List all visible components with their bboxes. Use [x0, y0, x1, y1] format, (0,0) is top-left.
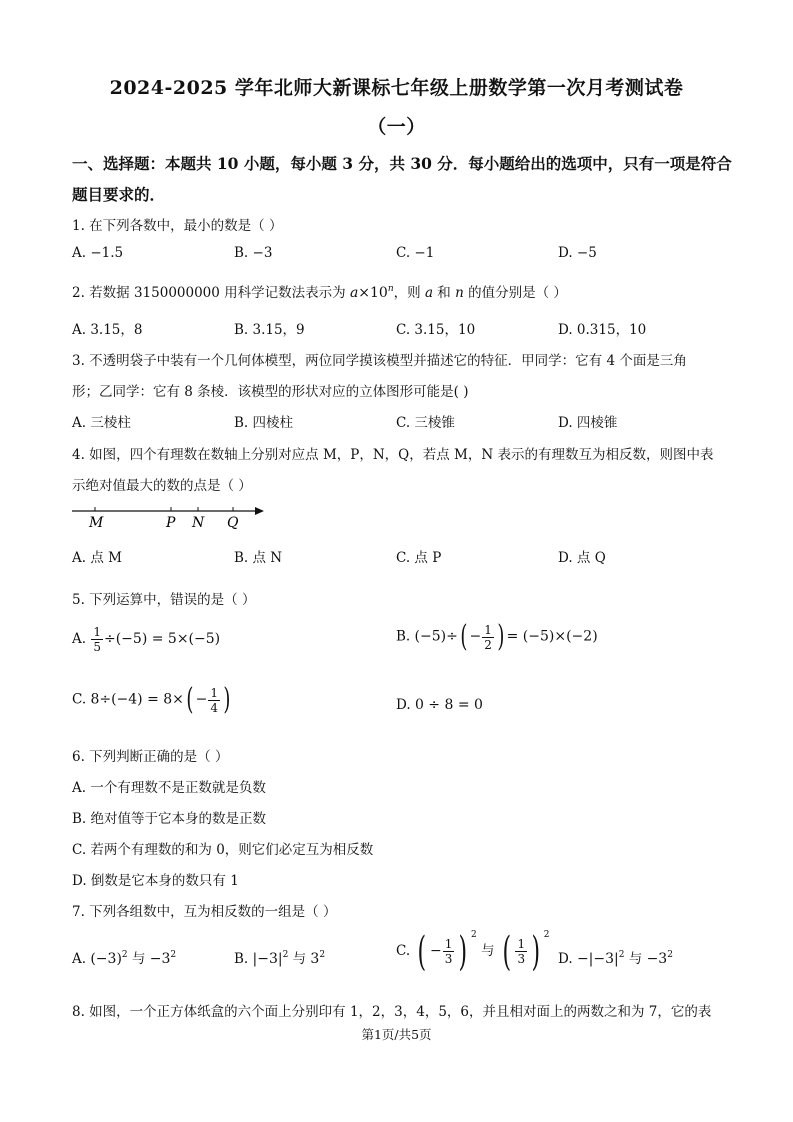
fraction-one-quarter — [208, 686, 220, 715]
question-1-option-d: D. −5 — [558, 245, 597, 261]
question-2-var-a2: a — [424, 285, 433, 301]
option-c-prefix: 8÷(−4) = 8× — [90, 691, 184, 708]
question-7-option-b — [234, 947, 325, 967]
question-5-stem: 5. 下列运算中，错误的是（ ） — [72, 592, 256, 608]
option-d-expression: 0 ÷ 8 = 0 — [414, 697, 483, 713]
question-5-option-c — [72, 682, 233, 717]
option-d-base: −|−3| — [576, 951, 619, 967]
axis-label-q: Q — [227, 515, 239, 531]
option-b-base2: 3 — [310, 951, 320, 967]
fraction-denominator: 3 — [444, 952, 453, 966]
exam-title: 2024-2025 学年北师大新课标七年级上册数学第一次月考测试卷 — [109, 77, 684, 99]
question-5-option-b — [396, 619, 598, 654]
option-b-label: B. — [234, 951, 249, 967]
question-3-option-b: B. 四棱柱 — [234, 415, 294, 431]
fraction-denominator: 2 — [484, 637, 492, 652]
axis-label-p: P — [166, 515, 176, 531]
option-a-expression: ÷(−5) = 5×(−5) — [103, 631, 221, 647]
question-2-option-a: A. 3.15，8 — [72, 322, 143, 338]
option-d-exponent2: 2 — [667, 950, 673, 960]
question-1-option-a: A. −1.5 — [72, 245, 124, 261]
number-line-arrow — [255, 507, 264, 515]
option-a-base2: −3 — [149, 951, 171, 967]
fraction-numerator: 1 — [93, 625, 101, 639]
number-line-figure — [70, 500, 270, 534]
question-3-option-a: A. 三棱柱 — [72, 415, 131, 431]
option-d-label: D. — [558, 951, 573, 967]
option-b-connector: 与 — [288, 951, 311, 967]
fraction-denominator: 3 — [517, 952, 526, 966]
section-heading-line1: 一、选择题：本题共 10 小题，每小题 3 分，共 30 分．每小题给出的选项中，只有一项是符合 — [72, 154, 732, 173]
fraction-one-third-2 — [515, 937, 527, 966]
axis-label-m: M — [89, 515, 104, 531]
option-b-label: B. — [396, 628, 411, 645]
fraction-one-fifth — [91, 625, 103, 654]
option-a-base: (−3) — [90, 951, 122, 967]
question-3-option-c: C. 三棱锥 — [396, 415, 455, 431]
option-c-exponent: 2 — [471, 930, 477, 940]
question-5-option-a — [72, 625, 220, 654]
option-a-label: A. — [72, 951, 87, 967]
question-2-var-n2: n — [455, 285, 464, 301]
right-paren-2: ) — [531, 928, 541, 975]
question-1-stem: 1. 在下列各数中，最小的数是（ ） — [72, 218, 283, 234]
option-c-label: C. — [72, 691, 87, 708]
question-2-option-c: C. 3.15，10 — [396, 322, 476, 338]
option-d-label: D. — [396, 697, 411, 713]
question-3-option-d: D. 四棱锥 — [558, 415, 618, 431]
question-6-option-c: C. 若两个有理数的和为 0，则它们必定互为相反数 — [72, 842, 374, 858]
page-number-footer: 第1页/共5页 — [361, 1027, 432, 1042]
minus-sign: − — [195, 691, 208, 708]
option-d-base2: −3 — [646, 951, 668, 967]
right-paren: ) — [223, 682, 231, 717]
question-6-option-d: D. 倒数是它本身的数只有 1 — [72, 873, 239, 889]
fraction-numerator: 1 — [444, 937, 453, 951]
question-2-stem-mid: ，则 — [393, 285, 425, 301]
fraction-numerator: 1 — [210, 685, 218, 700]
left-paren: ( — [417, 928, 427, 975]
minus-sign: − — [469, 628, 482, 645]
question-4-option-b: B. 点 N — [234, 550, 283, 566]
fraction-one-third — [443, 937, 455, 966]
question-2-exponent-n: n — [387, 284, 394, 294]
option-b-base: |−3| — [252, 951, 283, 967]
fraction-denominator: 5 — [93, 640, 101, 654]
option-b-exponent2: 2 — [319, 950, 326, 960]
question-2-option-d: D. 0.315，10 — [558, 322, 647, 338]
exam-subtitle: （一） — [367, 116, 426, 138]
question-1-option-b: B. −3 — [234, 245, 273, 261]
question-3-stem-line1: 3. 不透明袋子中装有一个几何体模型，两位同学摸该模型并描述它的特征．甲同学：它有 4 个面是三角 — [72, 353, 687, 369]
left-paren: ( — [186, 682, 194, 717]
question-3-stem-line2: 形；乙同学：它有 8 条棱．该模型的形状对应的立体图形可能是( ) — [72, 384, 469, 400]
minus-sign: − — [430, 943, 442, 959]
option-b-exponent: 2 — [282, 950, 289, 960]
question-2-stem-and: 和 — [433, 285, 456, 301]
fraction-one-half — [482, 623, 494, 652]
question-4-stem-line1: 4. 如图，四个有理数在数轴上分别对应点 M，P，N，Q，若点 M，N 表示的有理数互为相反数，则图中表 — [72, 447, 714, 463]
question-6-option-a: A. 一个有理数不是正数就是负数 — [72, 780, 266, 796]
option-c-exponent2: 2 — [543, 930, 550, 940]
question-7-stem: 7. 下列各组数中，互为相反数的一组是（ ） — [72, 904, 337, 920]
question-7-option-a — [72, 947, 176, 967]
fraction-numerator: 1 — [517, 937, 526, 951]
question-4-option-a: A. 点 M — [72, 550, 122, 566]
axis-label-n: N — [192, 515, 205, 531]
option-d-connector: 与 — [624, 951, 647, 967]
question-4-option-d: D. 点 Q — [558, 550, 606, 566]
question-2-stem-pre: 2. 若数据 3150000000 用科学记数法表示为 — [72, 285, 350, 301]
left-paren-2: ( — [502, 928, 511, 975]
right-paren: ) — [458, 928, 468, 975]
question-2-stem-post: 的值分别是（ ） — [463, 285, 567, 301]
question-2-stem — [72, 281, 567, 301]
question-6-option-b: B. 绝对值等于它本身的数是正数 — [72, 811, 267, 827]
question-2-option-b: B. 3.15，9 — [234, 322, 305, 338]
option-d-exponent: 2 — [618, 950, 625, 960]
option-b-expression: = (−5)×(−2) — [506, 628, 598, 645]
option-c-connector: 与 — [476, 943, 499, 959]
question-1-option-c: C. −1 — [396, 245, 435, 261]
question-5-option-d — [396, 697, 483, 713]
question-6-stem: 6. 下列判断正确的是（ ） — [72, 749, 229, 765]
question-4-option-c: C. 点 P — [396, 550, 442, 566]
fraction-denominator: 4 — [210, 700, 218, 715]
question-7-option-c — [396, 928, 550, 975]
option-a-exponent: 2 — [121, 950, 128, 960]
option-a-label: A. — [72, 631, 87, 647]
fraction-numerator: 1 — [484, 622, 492, 637]
section-heading-line2: 题目要求的． — [72, 185, 166, 204]
option-c-label: C. — [396, 943, 411, 959]
option-a-exponent2: 2 — [170, 950, 177, 960]
question-7-option-d — [558, 947, 673, 967]
left-paren: ( — [460, 619, 468, 654]
option-a-connector: 与 — [127, 951, 150, 967]
question-4-stem-line2: 示绝对值最大的数的点是（ ） — [72, 478, 252, 494]
right-paren: ) — [497, 619, 505, 654]
question-2-var-a: a — [349, 285, 359, 301]
question-2-times-ten: ×10 — [358, 285, 388, 301]
option-b-prefix: (−5)÷ — [414, 628, 458, 645]
question-8-stem: 8. 如图，一个正方体纸盒的六个面上分别印有 1，2，3，4，5，6，并且相对面上的两数之和为 7，它的表 — [72, 1004, 712, 1020]
